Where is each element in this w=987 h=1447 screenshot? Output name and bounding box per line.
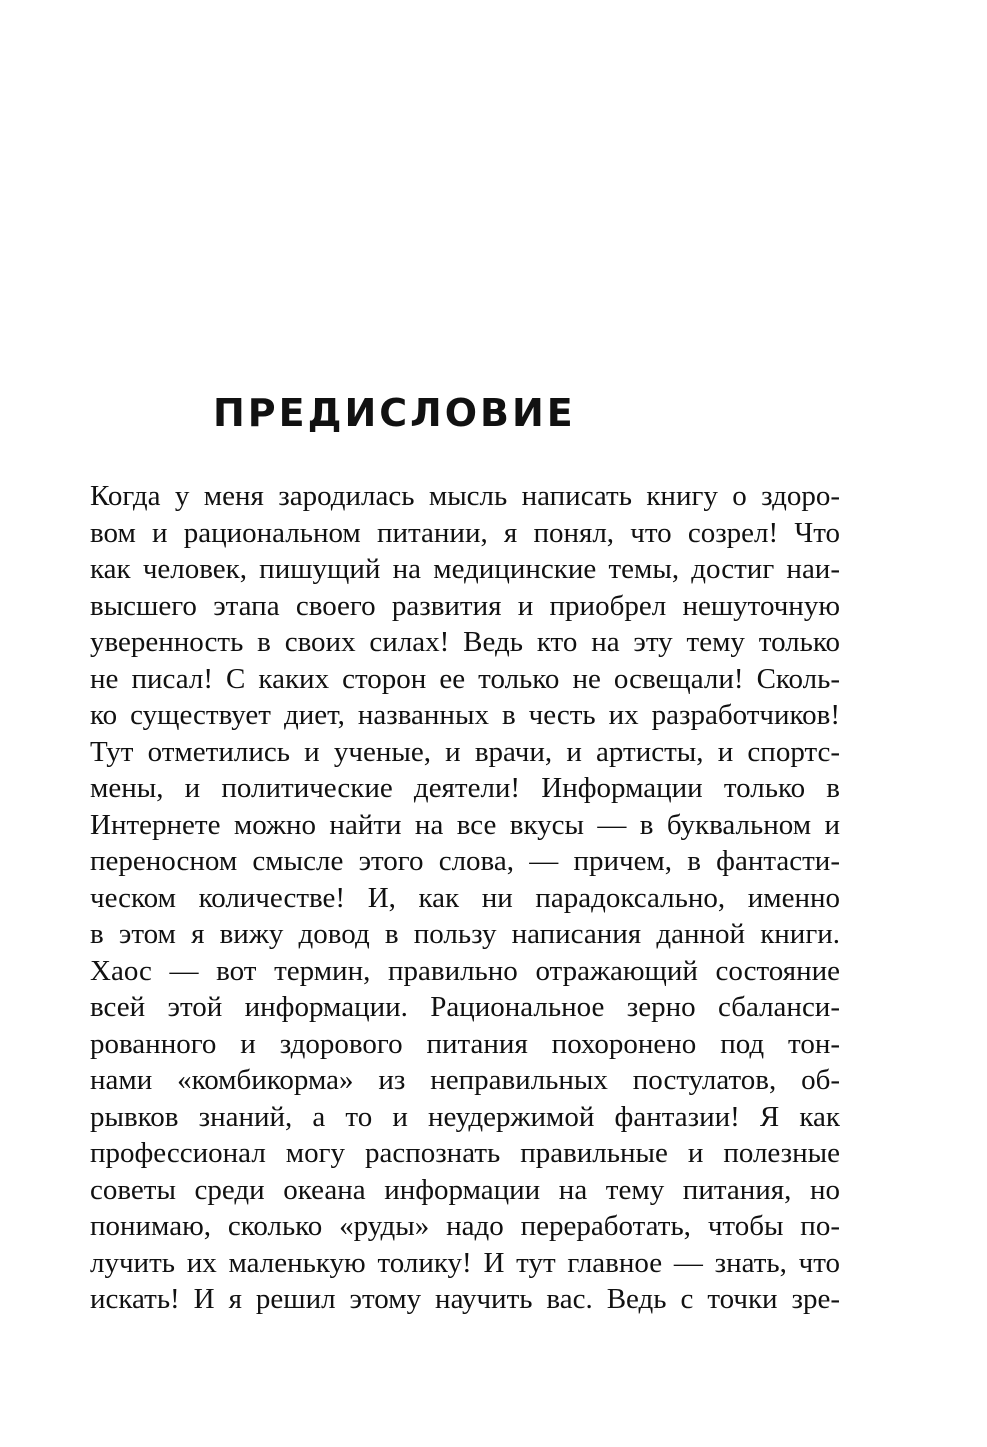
- text-line: ко существует диет, названных в честь их разработчиков!: [90, 699, 840, 731]
- text-line: как человек, пишущий на медицинские темы, достиг наи-: [90, 553, 840, 585]
- text-line: рывков знаний, а то и неудержимой фантазии! Я как: [90, 1100, 840, 1133]
- text-line: Когда у меня зародилась мысль написать книгу о здоро-: [90, 480, 840, 512]
- text-line: нами «комбикорма» из неправильных постулатов, об-: [90, 1064, 840, 1096]
- text-line: вом и рациональном питании, я понял, что созрел! Что: [90, 516, 840, 549]
- text-line: в этом я вижу довод в пользу написания данной книги.: [90, 918, 840, 950]
- text-line: рованного и здорового питания похоронено под тон-: [90, 1027, 840, 1060]
- text-line: высшего этапа своего развития и приобрел нешуточную: [90, 589, 840, 622]
- text-line: Тут отметились и ученые, и врачи, и артисты, и спортс-: [90, 735, 840, 768]
- body-text: [90, 478, 840, 1318]
- chapter-title: ПРЕДИСЛОВИЕ: [213, 391, 576, 435]
- text-line: переносном смысле этого слова, — причем, в фантасти-: [90, 845, 840, 877]
- text-line: не писал! С каких сторон ее только не освещали! Сколь-: [90, 662, 840, 695]
- text-line: советы среди океана информации на тему питания, но: [90, 1173, 840, 1206]
- text-line: Интернете можно найти на все вкусы — в буквальном и: [90, 808, 840, 841]
- text-line: искать! И я решил этому научить вас. Ведь с точки зре-: [90, 1283, 840, 1315]
- text-line: понимаю, сколько «руды» надо переработать, чтобы по-: [90, 1210, 840, 1242]
- text-line: уверенность в своих силах! Ведь кто на эту тему только: [90, 626, 840, 658]
- text-line: ческом количестве! И, как ни парадоксально, именно: [90, 881, 840, 914]
- text-line: Хаос — вот термин, правильно отражающий состояние: [90, 954, 840, 987]
- text-line: лучить их маленькую толику! И тут главное — знать, что: [90, 1246, 840, 1279]
- text-line: профессионал могу распознать правильные и полезные: [90, 1137, 840, 1169]
- text-line: всей этой информации. Рациональное зерно сбаланси-: [90, 991, 840, 1023]
- text-line: мены, и политические деятели! Информации только в: [90, 772, 840, 804]
